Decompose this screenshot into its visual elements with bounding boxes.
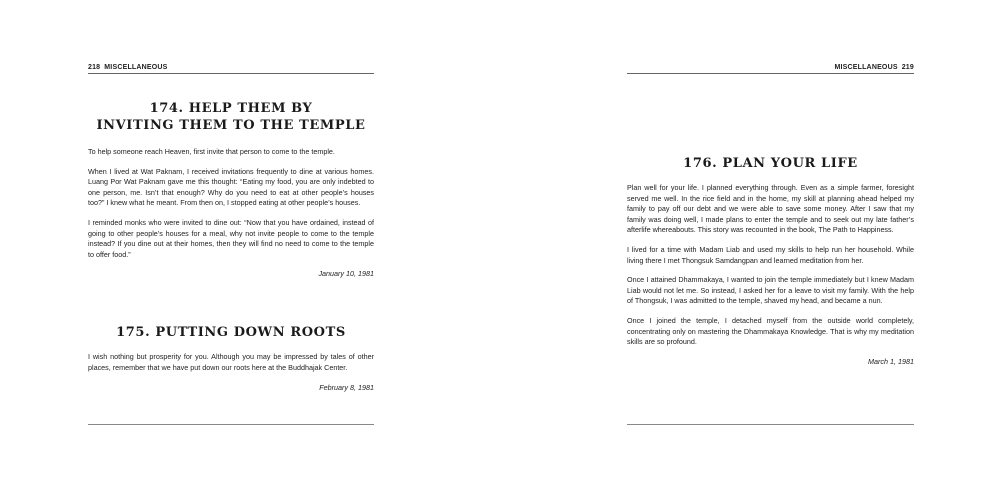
running-head-title-right: MISCELLANEOUS [834, 64, 898, 71]
left-page [88, 0, 374, 500]
section-176-title: 176. PLAN YOUR LIFE [683, 156, 858, 171]
running-head-right [627, 64, 914, 74]
section-176 [627, 155, 914, 366]
page-number-right: 219 [901, 64, 914, 71]
right-page [627, 0, 914, 500]
section-176-paragraph: I lived for a time with Madam Liab and used my skills to help run her household. While living there I met Thongsuk Samdangpan and learned meditation from her. [627, 244, 914, 265]
section-176-paragraph: Once I attained Dhammakaya, I wanted to join the temple immediately but I knew Madam Liab would not let me. So instead, I asked her for a leave to visit my family. With the help of Thongsuk, I was admitted to the temple, shaved my head, and became a nun. [627, 275, 914, 306]
section-174 [88, 100, 374, 278]
section-176-paragraph: Once I joined the temple, I detached myself from the outside world completely, concentrating only on mastering the Dhammakaya Knowledge. That is why my meditation skills are so profound. [627, 315, 914, 347]
section-174-date: January 10, 1981 [318, 269, 374, 279]
footer-rule-right [627, 424, 914, 425]
page-number-left: 218 [88, 64, 101, 71]
section-176-date: March 1, 1981 [868, 356, 914, 366]
section-174-title-line1: 174. HELP THEM BY [149, 101, 313, 116]
section-174-title-line2: INVITING THEM TO THE TEMPLE [96, 118, 366, 133]
section-174-paragraph: When I lived at Wat Paknam, I received invitations frequently to dine at various homes. Luang Por Wat Paknam gave me this thought: “Eating my food, you are only indebted to one person, me. Isn’t that enough? Why do you need to eat at other people’s houses too?” I knew what he meant. From then on, I stopped eating at other people’s houses. [88, 166, 374, 208]
section-175 [88, 324, 374, 392]
footer-rule-left [88, 424, 374, 425]
section-175-paragraph: I wish nothing but prosperity for you. Although you may be impressed by tales of other places, remember that we have put down our roots here at the Buddhajak Center. [88, 352, 374, 372]
section-174-paragraph: I reminded monks who were invited to dine out: “Now that you have ordained, instead of going to other people’s houses for a meal, why not invite people to come to the temple instead? If you dine out at their homes, then they will find no need to come to the temple to offer food.” [88, 217, 374, 259]
section-174-title [88, 100, 374, 134]
section-174-paragraph: To help someone reach Heaven, first invite that person to come to the temple. [88, 147, 335, 156]
section-175-date: February 8, 1981 [319, 383, 374, 393]
running-head-left [88, 64, 374, 74]
section-176-paragraph: Plan well for your life. I planned everything through. Even as a simple farmer, foresight served me well. In the rice field and in the home, my skill at planning ahead helped my family to pay off our debt and we were able to save some money. After I saw that my family was doing well, I made plans to enter the temple and to seek out my late father’s afterlife whereabouts. This story was recounted in the book, The Path to Happiness. [627, 183, 914, 235]
running-head-title-left: MISCELLANEOUS [104, 64, 168, 71]
section-175-title: 175. PUTTING DOWN ROOTS [116, 325, 346, 340]
